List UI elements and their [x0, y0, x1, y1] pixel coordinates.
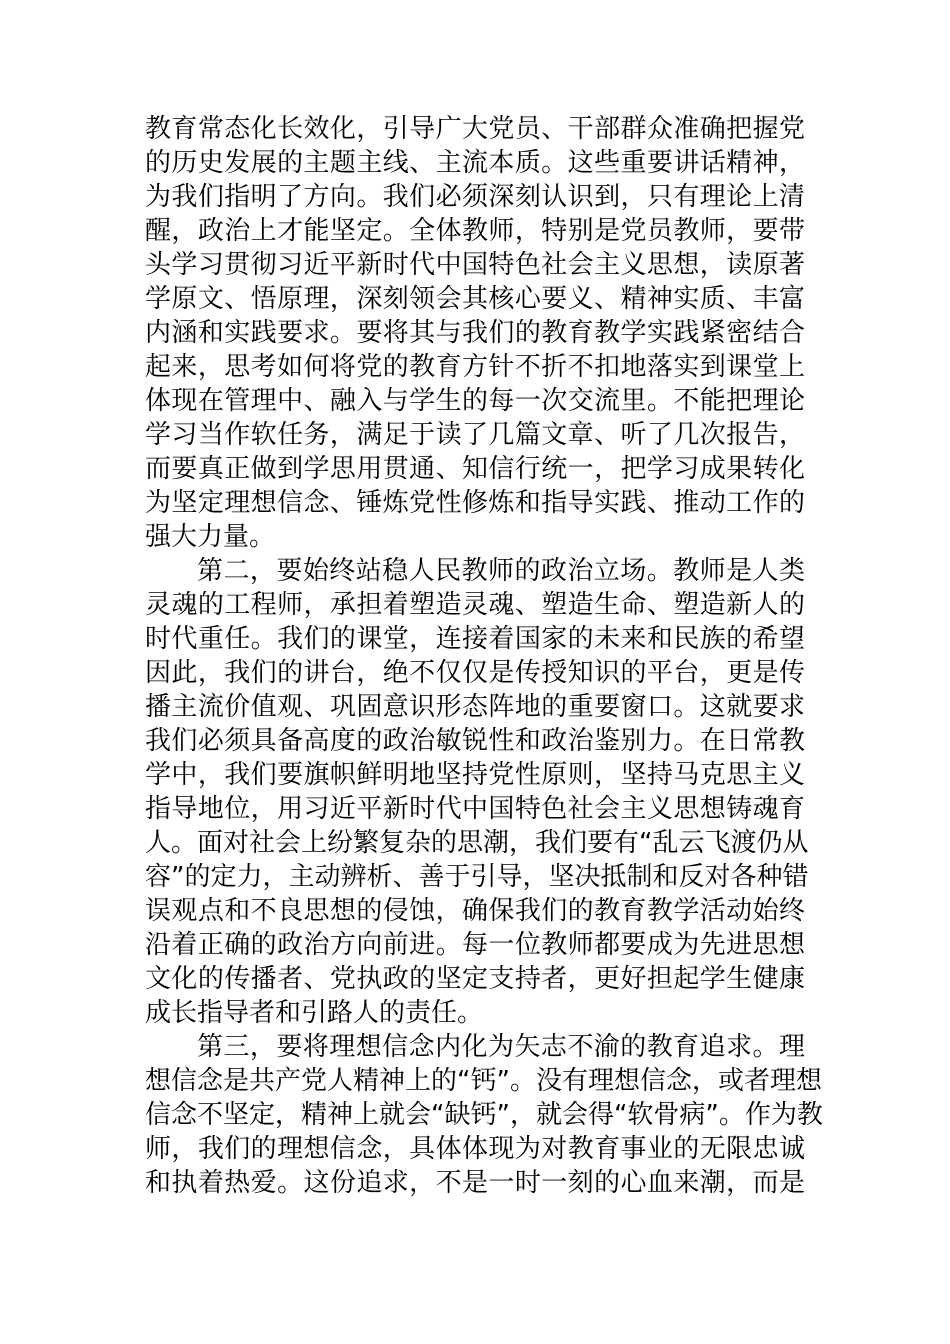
paragraph-start-line: 第三，要将理想信念内化为矢志不渝的教育追求。理 — [197, 1032, 805, 1062]
text-line: 想信念是共产党人精神上的“钙”。没有理想信念，或者理想 — [145, 1066, 822, 1096]
text-line: 教育常态化长效化，引导广大党员、干部群众准确把握党 — [145, 114, 805, 144]
text-line: 醒，政治上才能坚定。全体教师，特别是党员教师，要带 — [145, 216, 805, 246]
text-line: 我们必须具备高度的政治敏锐性和政治鉴别力。在日常教 — [145, 726, 805, 756]
text-line: 容”的定力，主动辨析、善于引导，坚决抵制和反对各种错 — [145, 862, 809, 892]
text-line: 为坚定理想信念、锤炼党性修炼和指导实践、推动工作的 — [145, 488, 805, 518]
text-line: 和执着热爱。这份追求，不是一时一刻的心血来潮，而是 — [145, 1168, 805, 1198]
text-line: 而要真正做到学思用贯通、知信行统一，把学习成果转化 — [145, 454, 805, 484]
text-line: 的历史发展的主题主线、主流本质。这些重要讲话精神， — [145, 148, 805, 178]
text-line: 人。面对社会上纷繁复杂的思潮，我们要有“乱云飞渡仍从 — [145, 828, 809, 858]
text-line: 灵魂的工程师，承担着塑造灵魂、塑造生命、塑造新人的 — [145, 590, 805, 620]
text-line: 体现在管理中、融入与学生的每一次交流里。不能把理论 — [145, 386, 805, 416]
paragraph-end-line: 成长指导者和引路人的责任。 — [145, 998, 484, 1028]
text-line: 师，我们的理想信念，具体体现为对教育事业的无限忠诚 — [145, 1134, 805, 1164]
text-line: 为我们指明了方向。我们必须深刻认识到，只有理论上清 — [145, 182, 805, 212]
text-line: 学中，我们要旗帜鲜明地坚持党性原则，坚持马克思主义 — [145, 760, 805, 790]
paragraph-start-line: 第二，要始终站稳人民教师的政治立场。教师是人类 — [197, 556, 805, 586]
text-line: 学原文、悟原理，深刻领会其核心要义、精神实质、丰富 — [145, 284, 805, 314]
text-line: 内涵和实践要求。要将其与我们的教育教学实践紧密结合 — [145, 318, 805, 348]
paragraph-end-line: 强大力量。 — [145, 522, 276, 552]
text-line: 头学习贯彻习近平新时代中国特色社会主义思想，读原著 — [145, 250, 805, 280]
text-line: 指导地位，用习近平新时代中国特色社会主义思想铸魂育 — [145, 794, 805, 824]
text-line: 播主流价值观、巩固意识形态阵地的重要窗口。这就要求 — [145, 692, 805, 722]
text-line: 沿着正确的政治方向前进。每一位教师都要成为先进思想 — [145, 930, 805, 960]
text-line: 起来，思考如何将党的教育方针不折不扣地落实到课堂上 — [145, 352, 805, 382]
document-body — [145, 112, 823, 1200]
text-line: 误观点和不良思想的侵蚀，确保我们的教育教学活动始终 — [145, 896, 805, 926]
text-line: 学习当作软任务，满足于读了几篇文章、听了几次报告， — [145, 420, 805, 450]
text-line: 文化的传播者、党执政的坚定支持者，更好担起学生健康 — [145, 964, 805, 994]
text-line: 信念不坚定，精神上就会“缺钙”，就会得“软骨病”。作为教 — [145, 1100, 823, 1130]
text-line: 因此，我们的讲台，绝不仅仅是传授知识的平台，更是传 — [145, 658, 805, 688]
text-line: 时代重任。我们的课堂，连接着国家的未来和民族的希望 — [145, 624, 805, 654]
